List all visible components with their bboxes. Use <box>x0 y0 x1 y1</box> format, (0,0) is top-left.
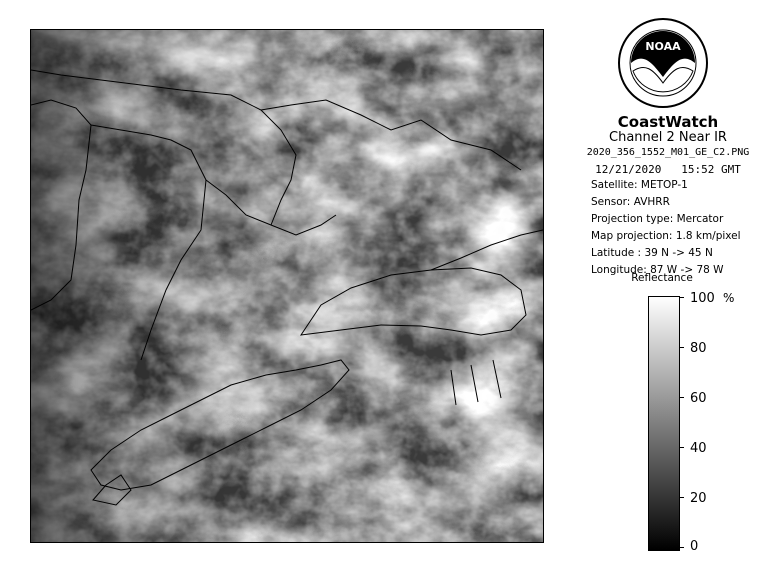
colorbar-tick <box>679 397 684 398</box>
colorbar-tick-label: 60 <box>690 391 707 406</box>
colorbar-tick-label: 20 <box>690 491 707 506</box>
colorbar-tick <box>679 297 684 298</box>
colorbar-unit: % <box>723 291 735 305</box>
meta-map-projection: Map projection: 1.8 km/pixel <box>591 230 741 242</box>
colorbar <box>648 296 680 551</box>
colorbar-tick <box>679 547 684 548</box>
meta-latitude: Latitude : 39 N -> 45 N <box>591 247 713 259</box>
colorbar-tick <box>679 447 684 448</box>
satellite-image <box>30 29 544 543</box>
noaa-logo <box>617 17 709 109</box>
meta-satellite: Satellite: METOP-1 <box>591 179 688 191</box>
colorbar-tick-label: 0 <box>690 539 699 554</box>
colorbar-title: Reflectance <box>631 272 693 284</box>
logo-text: NOAA <box>645 40 681 53</box>
colorbar-tick <box>679 497 684 498</box>
meta-longitude: Longitude: 87 W -> 78 W <box>591 264 724 276</box>
meta-projection-type: Projection type: Mercator <box>591 213 724 225</box>
colorbar-tick <box>679 347 684 348</box>
date-value: 12/21/2020 <box>595 163 662 176</box>
time-value: 15:52 GMT <box>681 163 741 176</box>
file-name: 2020_356_1552_M01_GE_C2.PNG <box>586 147 750 158</box>
colorbar-tick-label: 100 <box>690 291 715 306</box>
satellite-map-svg <box>31 30 543 542</box>
colorbar-tick-label: 40 <box>690 441 707 456</box>
colorbar-tick-label: 80 <box>690 341 707 356</box>
brand-title: CoastWatch <box>617 113 719 131</box>
meta-sensor: Sensor: AVHRR <box>591 196 670 208</box>
date-time <box>568 163 768 176</box>
channel-label: Channel 2 Near IR <box>609 130 727 145</box>
